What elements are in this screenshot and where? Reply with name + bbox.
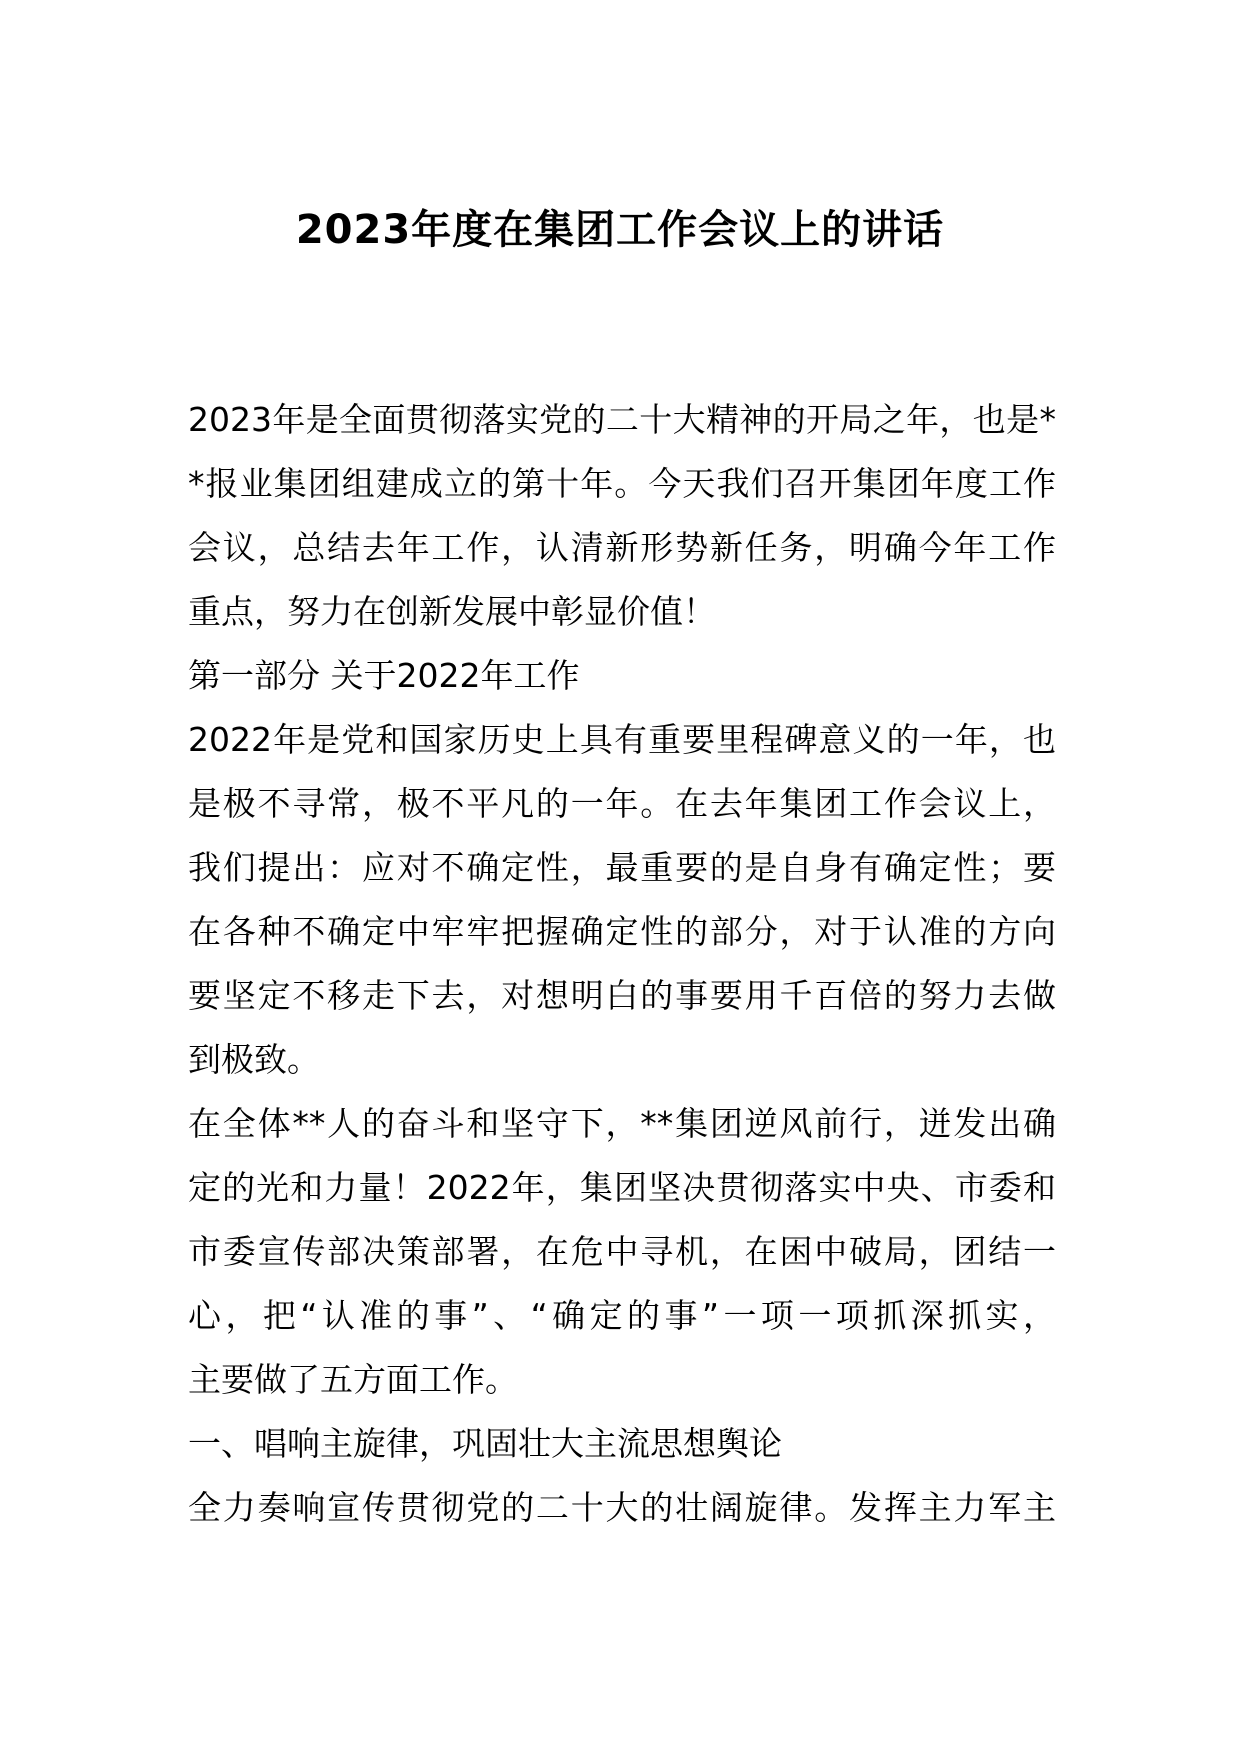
section-heading: 第一部分 关于2022年工作 [188,656,580,695]
document-body [188,388,1056,1540]
body-line: 重点，努力在创新发展中彰显价值！ [188,592,716,631]
body-line: 在全体**人的奋斗和坚守下，**集团逆风前行，迸发出确 [188,1104,1056,1143]
body-line: 市委宣传部决策部署，在危中寻机，在困中破局，团结一 [188,1232,1056,1271]
subsection-heading: 一、唱响主旋律，巩固壮大主流思想舆论 [188,1424,782,1463]
document-title: 2023年度在集团工作会议上的讲话 [295,207,945,253]
body-line: 是极不寻常，极不平凡的一年。在去年集团工作会议上， [188,784,1056,823]
body-line: 会议，总结去年工作，认清新形势新任务，明确今年工作 [188,528,1056,567]
body-line: 定的光和力量！2022年，集团坚决贯彻落实中央、市委和 [188,1168,1056,1207]
body-line: 我们提出：应对不确定性，最重要的是自身有确定性；要 [188,848,1056,887]
body-line: 全力奏响宣传贯彻党的二十大的壮阔旋律。发挥主力军主 [188,1488,1056,1527]
body-line: *报业集团组建成立的第十年。今天我们召开集团年度工作 [188,464,1056,503]
body-line: 要坚定不移走下去，对想明白的事要用千百倍的努力去做 [188,976,1056,1015]
body-line: 2022年是党和国家历史上具有重要里程碑意义的一年，也 [188,720,1056,759]
body-line: 主要做了五方面工作。 [188,1360,518,1399]
body-line: 2023年是全面贯彻落实党的二十大精神的开局之年，也是* [188,400,1056,439]
body-line: 到极致。 [188,1040,320,1079]
body-line: 在各种不确定中牢牢把握确定性的部分，对于认准的方向 [188,912,1056,951]
body-line: 心，把“认准的事”、“确定的事”一项一项抓深抓实， [188,1296,1056,1335]
